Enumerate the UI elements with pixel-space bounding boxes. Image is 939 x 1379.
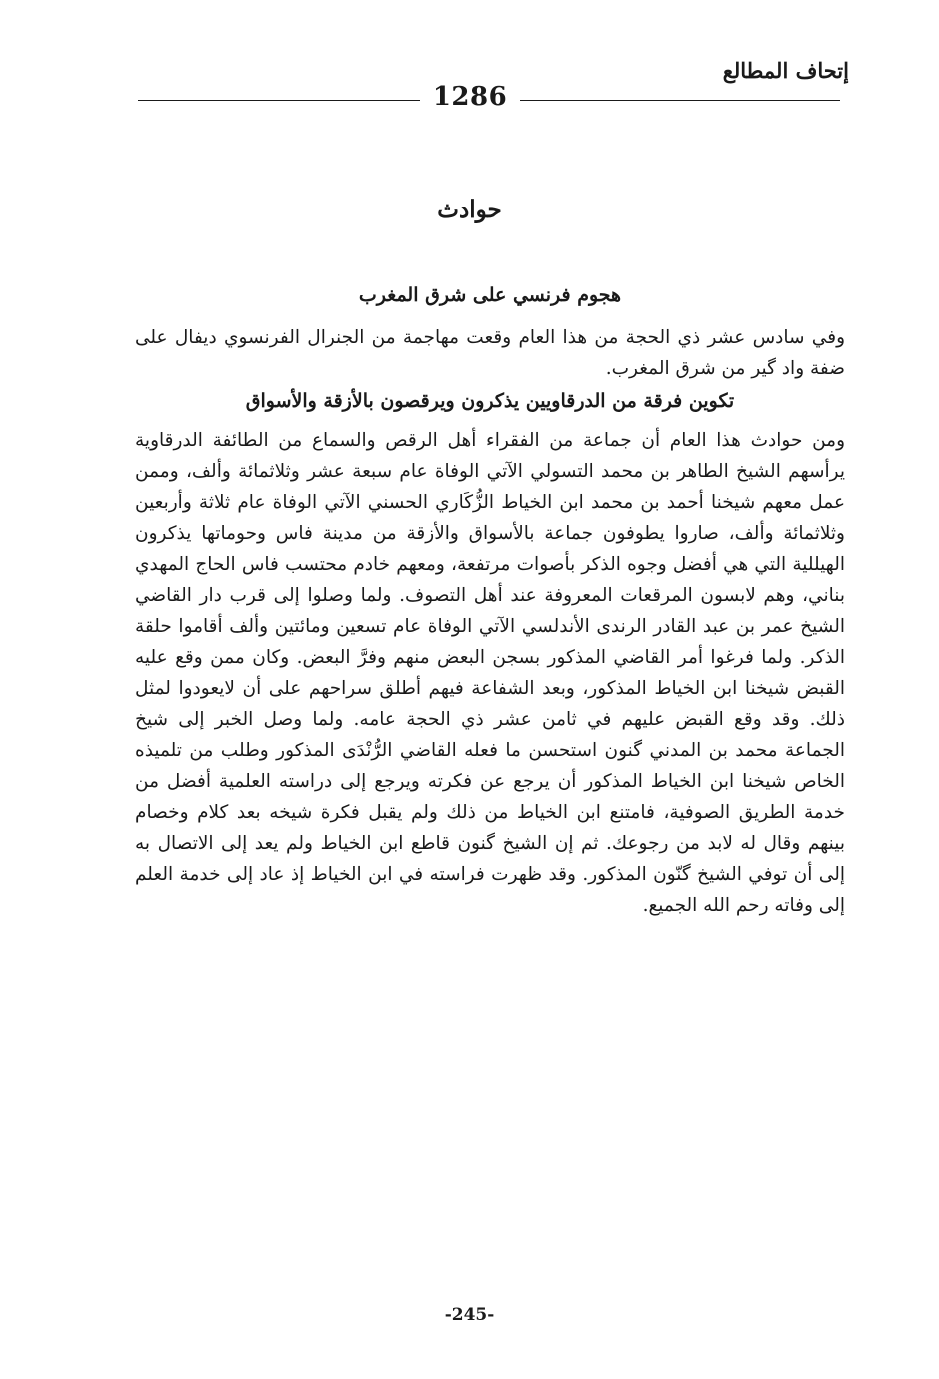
subheading-french-attack: هجوم فرنسي على شرق المغرب	[358, 284, 622, 306]
paragraph-text: ومن حوادث هذا العام أن جماعة من الفقراء أهل الرقص والسماع من الطائفة الدرقاوية يرأسهم الشيخ الطاهر بن محمد التسولي الآتي الوفاة عام سبعة عشر وثلاثمائة وألف، وممن عمل معهم شيخنا أحمد بن محمد ابن الخياط الزُّكَاري الحسني الآتي الوفاة عام ثلاثة وأربعين وثلاثمائة وألف، صاروا يطوفون جماعة بالأسواق والأزقة من مدينة فاس وحوماتها يذكرون الهيللية التي هي أفضل وجوه الذكر بأصوات مرتفعة، ومعهم خادم محتسب فاس الحاج المهدي بناني، وهم لابسون المرقعات المعروفة عند أهل التصوف. ولما وصلوا إلى قرب دار القاضي الشيخ عمر بن عبد القادر الرندى الأندلسي الآتي الوفاة عام تسعين ومائتين وألف أقاموا حلقة الذكر. ولما فرغوا أمر القاضي المذكور بسجن البعض منهم وفرَّ البعض. وكان ممن وقع عليه القبض شيخنا ابن الخياط المذكور، وبعد الشفاعة فيهم أطلق سراحهم على أن لايعودوا لمثل ذلك. وقد وقع القبض عليهم في ثامن عشر ذي الحجة عامه. ولما وصل الخبر إلى شيخ الجماعة محمد بن المدني گنون استحسن ما فعله القاضي الرُّنْدَى المذكور وطلب من تلميذه الخاص شيخنا ابن الخياط المذكور أن يرجع عن فكرته ويرجع إلى دراسته العلمية أفضل من خدمة الطريق الصوفية، فامتنع ابن الخياط من ذلك ولم يقبل فكرة شيخه بعد كلام وخصام بينهم وقال له لابد من رجوعك. ثم إن الشيخ گنون قاطع ابن الخياط ولم يعد إلى الاتصال به إلى أن توفي الشيخ گنّون المذكور. وقد ظهرت فراسته في ابن الخياط إذ عاد إلى خدمة العلم إلى وفاته رحم الله الجميع.	[135, 430, 845, 916]
paragraph-darqawa-group	[135, 425, 845, 921]
running-title: إتحاف المطالع	[722, 58, 849, 83]
header-rule-right	[520, 100, 840, 101]
page-number: -245-	[444, 1305, 495, 1325]
header-rule-left	[138, 100, 420, 101]
section-title: حوادث	[437, 196, 502, 223]
paragraph-text: وفي سادس عشر ذي الحجة من هذا العام وقعت مهاجمة من الجنرال الفرنسوي ديفال على ضفة واد گير من شرق المغرب.	[135, 327, 845, 379]
page-year: 1286	[432, 82, 508, 112]
paragraph-french-attack	[135, 322, 845, 384]
subheading-darqawa-group: تكوين فرقة من الدرقاويين يذكرون ويرقصون بالأزقة والأسواق	[245, 390, 735, 412]
